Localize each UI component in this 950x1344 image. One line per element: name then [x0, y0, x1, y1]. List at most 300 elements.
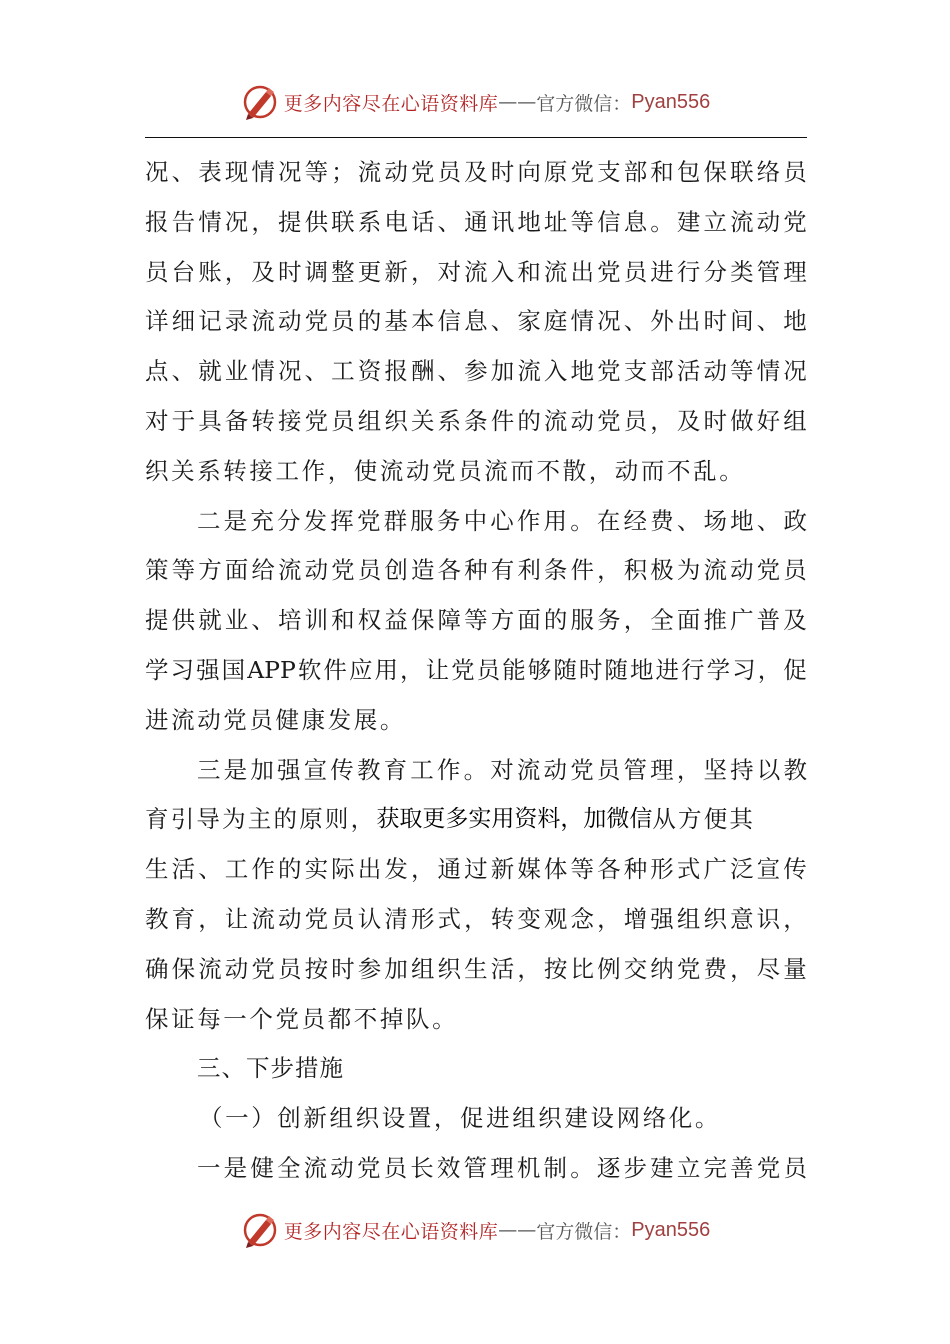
text-char: 于 [171, 406, 196, 435]
text-char: 党 [570, 755, 594, 784]
pen-logo-icon [240, 1210, 280, 1250]
text-char: 告 [171, 207, 196, 236]
text-char: 的 [543, 606, 568, 635]
text-char: 流 [251, 307, 275, 336]
text-char: 间 [730, 307, 754, 336]
text-char: 参 [464, 357, 488, 386]
text-char: ， [597, 904, 621, 933]
text-char: 有 [490, 556, 515, 585]
text-line [145, 1044, 807, 1094]
header-separator: —— [498, 91, 537, 113]
text-char: 随 [604, 655, 628, 684]
text-char: 作 [436, 755, 461, 784]
sub-heading: （一）创新组织设置，促进组织建设网络化。 [199, 1104, 721, 1133]
text-char: 交 [623, 954, 648, 983]
text-char: 组 [410, 954, 435, 983]
text-char: 培 [277, 606, 302, 635]
text-char: 费 [650, 506, 674, 535]
text-char: 更 [357, 257, 382, 286]
text-segment: 织关系转接工作，使流动党员流而不散，动而不乱。 [145, 456, 746, 485]
text-char: 系 [357, 207, 382, 236]
text-char: 业 [224, 606, 249, 635]
text-char: ， [410, 855, 435, 884]
text-char: 生 [464, 954, 488, 983]
text-char: 党 [451, 655, 475, 684]
text-char: 时 [703, 307, 727, 336]
text-char: 动 [304, 556, 329, 585]
footer-wechat-label: 官方微信： [536, 1220, 632, 1243]
text-char: 广 [703, 855, 727, 884]
text-char: 账 [198, 257, 222, 286]
text-char: 纳 [650, 954, 674, 983]
text-char: 台 [171, 257, 196, 286]
text-char: 等 [730, 357, 754, 386]
text-char: 报 [145, 207, 169, 236]
text-char: 建 [650, 1153, 674, 1182]
text-char: ， [517, 954, 541, 983]
text-char: 为 [676, 556, 701, 585]
text-char: 参 [357, 954, 382, 983]
text-char: 加 [250, 755, 274, 784]
text-char: 党 [676, 954, 701, 983]
text-char: 录 [224, 307, 249, 336]
text-char: 员 [383, 1153, 408, 1182]
text-char: 现 [224, 158, 249, 186]
text-char: 动 [543, 755, 568, 784]
text-line [145, 297, 807, 347]
text-line [145, 845, 807, 895]
text-char: 出 [570, 257, 594, 286]
text-char: 动 [330, 1153, 354, 1182]
text-char: 变 [517, 904, 541, 933]
text-char: 能 [502, 655, 526, 684]
text-char: 识 [756, 904, 781, 933]
text-char: 供 [171, 606, 196, 635]
text-char: 关 [410, 406, 435, 435]
text-char: 况 [277, 357, 302, 386]
text-char: 保 [410, 606, 435, 635]
text-char: 调 [304, 257, 329, 286]
text-char: 管 [463, 1153, 488, 1182]
text-char: 记 [198, 307, 222, 336]
promo-text: 获取更多实用资料，加微信 [376, 806, 653, 833]
text-char: 工 [410, 755, 434, 784]
text-char: 面 [517, 606, 541, 635]
text-char: 三 [197, 755, 221, 784]
text-char: 应 [348, 655, 373, 684]
text-char: 员 [783, 1153, 807, 1182]
text-char: 联 [331, 207, 355, 236]
text-char: 动 [277, 307, 302, 336]
text-char: 念 [570, 904, 594, 933]
text-char: 地 [783, 307, 807, 336]
text-char: 实 [304, 855, 329, 884]
text-char: 训 [304, 606, 329, 635]
text-char: 理 [650, 755, 674, 784]
text-char: 、 [437, 207, 462, 236]
text-char: 入 [543, 357, 568, 386]
text-char: 流 [251, 904, 275, 933]
text-char: 、 [437, 357, 462, 386]
text-char: 员 [783, 158, 807, 186]
text-char: 的 [357, 307, 382, 336]
text-char: 信 [597, 207, 621, 236]
text-char: 、 [756, 307, 781, 336]
text-char: 全 [276, 1153, 301, 1182]
text-char: 习 [170, 655, 195, 684]
text-char: 尽 [756, 954, 781, 983]
header-divider [145, 137, 807, 138]
text-char: 各 [597, 855, 621, 884]
text-char: 组 [783, 406, 807, 435]
text-char: 量 [783, 954, 807, 983]
text-char: 党 [304, 307, 329, 336]
text-char: 的 [277, 855, 302, 884]
text-char: 流 [703, 556, 727, 585]
text-char: 工 [224, 855, 249, 884]
text-char: 逐 [596, 1153, 621, 1182]
text-char: 条 [464, 406, 488, 435]
text-char: 息 [464, 307, 488, 336]
text-char: 详 [145, 307, 169, 336]
text-char: 表 [198, 158, 222, 186]
text-char: 接 [277, 406, 302, 435]
text-char: 务 [597, 606, 621, 635]
text-char: 国 [221, 655, 246, 684]
text-char: 教 [145, 904, 169, 933]
text-char: 动 [384, 158, 408, 186]
text-char: 。 [570, 506, 594, 535]
text-char: 式 [437, 904, 462, 933]
text-char: 流 [198, 954, 222, 983]
text-char: 类 [730, 257, 754, 286]
text-char: 、 [490, 307, 515, 336]
text-char: 动 [277, 904, 302, 933]
text-char: 等 [464, 606, 488, 635]
text-line [145, 696, 807, 746]
text-char: 情 [756, 357, 781, 386]
text-char: APP [247, 655, 296, 684]
text-char: 本 [410, 307, 435, 336]
text-char: 时 [490, 158, 515, 186]
text-char: 流 [303, 1153, 328, 1182]
text-char: 意 [730, 904, 754, 933]
text-char: ， [730, 954, 754, 983]
text-char: 支 [597, 158, 621, 186]
text-char: 提 [277, 207, 302, 236]
text-char: 确 [145, 954, 169, 983]
text-char: 动 [730, 556, 754, 585]
text-char: 细 [171, 307, 196, 336]
text-char: 系 [437, 406, 462, 435]
text-char: 报 [384, 357, 408, 386]
text-char: 新 [490, 855, 515, 884]
text-char: 员 [145, 257, 169, 286]
text-char: ， [410, 257, 435, 286]
text-char: 况 [224, 207, 249, 236]
text-char: 用 [374, 655, 398, 684]
text-char: 转 [490, 904, 515, 933]
text-char: 址 [543, 207, 568, 236]
text-char: 时 [703, 406, 727, 435]
text-char: 活 [171, 855, 196, 884]
text-line [145, 347, 807, 397]
text-segment: 保证每一个党员都不掉队。 [145, 1004, 459, 1033]
text-char: 地 [517, 207, 541, 236]
text-char: 、 [304, 357, 329, 386]
page-footer [0, 1210, 950, 1250]
text-char: 传 [330, 755, 354, 784]
text-char: 习 [732, 655, 756, 684]
text-char: ， [198, 904, 222, 933]
page-header [0, 82, 950, 122]
text-char: 情 [251, 357, 275, 386]
text-char: ， [783, 904, 807, 933]
text-char: 策 [145, 556, 169, 585]
text-char: 通 [464, 207, 488, 236]
text-char: 一 [197, 1153, 221, 1182]
text-char: 加 [490, 357, 515, 386]
text-char: 动 [224, 954, 249, 983]
text-char: 进 [655, 655, 679, 684]
text-char: 育 [383, 755, 408, 784]
text-char: 形 [410, 904, 435, 933]
text-char: 在 [596, 506, 621, 535]
header-wechat-id: Pyan556 [631, 90, 711, 113]
text-char: 让 [224, 904, 249, 933]
text-char: 对 [437, 257, 462, 286]
text-char: 员 [623, 257, 648, 286]
text-char: 部 [650, 357, 674, 386]
text-char: 强 [196, 655, 220, 684]
text-char: 流 [277, 556, 302, 585]
text-char: 时 [331, 954, 355, 983]
text-line [145, 447, 807, 497]
text-char: 宣 [303, 755, 328, 784]
text-char: 入 [490, 257, 515, 286]
text-char: 件 [570, 556, 594, 585]
text-char: 情 [570, 307, 594, 336]
text-char: 就 [198, 357, 222, 386]
text-char: 件 [490, 406, 515, 435]
text-char: 步 [623, 1153, 647, 1182]
text-char: 极 [650, 556, 674, 585]
text-line [145, 497, 807, 547]
text-char: 整 [331, 257, 355, 286]
text-char: 认 [357, 904, 382, 933]
text-char: 种 [464, 556, 488, 585]
text-char: 比 [570, 954, 594, 983]
text-char: 织 [437, 954, 462, 983]
text-char: 部 [623, 158, 648, 186]
text-char: 员 [277, 954, 302, 983]
text-char: 。 [463, 755, 488, 784]
text-char: 组 [357, 406, 382, 435]
text-char: 党 [597, 357, 621, 386]
text-char: 党 [304, 406, 329, 435]
text-char: 等 [570, 855, 594, 884]
text-char: 过 [464, 855, 488, 884]
text-char: 活 [676, 357, 701, 386]
text-char: 、 [676, 506, 701, 535]
text-char: 情 [198, 207, 222, 236]
text-char: 件 [323, 655, 347, 684]
footer-wechat-id: Pyan556 [631, 1218, 711, 1241]
text-line [145, 148, 807, 198]
text-char: 就 [198, 606, 222, 635]
header-wechat-label: 官方微信： [536, 92, 632, 115]
text-char: 善 [730, 1153, 754, 1182]
text-char: 是 [223, 755, 248, 784]
text-char: 强 [650, 904, 674, 933]
text-char: 况 [277, 158, 302, 186]
text-char: ； [331, 158, 355, 186]
text-char: 党 [570, 158, 594, 186]
text-char: 向 [517, 158, 541, 186]
text-char: 时 [277, 257, 302, 286]
text-char: 立 [676, 1153, 701, 1182]
text-char: 教 [356, 755, 381, 784]
text-char: 备 [224, 406, 249, 435]
text-char: 发 [384, 855, 408, 884]
text-char: 积 [623, 556, 648, 585]
text-line [145, 795, 807, 845]
text-char: 、 [756, 506, 781, 535]
footer-brand-text: 更多内容尽在心语资料库 [283, 1220, 499, 1243]
text-char: 形 [650, 855, 674, 884]
text-char: 出 [357, 855, 382, 884]
text-char: 党 [783, 207, 807, 236]
text-char: 心 [490, 506, 514, 535]
text-char: ， [400, 655, 424, 684]
text-char: 给 [251, 556, 275, 585]
text-char: 流 [543, 257, 568, 286]
text-char: 外 [650, 307, 674, 336]
text-char: 况 [145, 158, 169, 186]
text-char: 进 [650, 257, 674, 286]
text-char: 泛 [730, 855, 754, 884]
text-char: 点 [145, 357, 169, 386]
text-char: 挥 [330, 506, 354, 535]
text-char: 电 [384, 207, 408, 236]
text-line [145, 895, 807, 945]
text-line [145, 397, 807, 447]
text-char: 员 [596, 755, 621, 784]
text-char: 好 [756, 406, 781, 435]
text-char: 面 [224, 556, 249, 585]
text-char: 及 [464, 158, 488, 186]
text-char: 按 [304, 954, 329, 983]
text-char: 地 [730, 506, 754, 535]
text-line [145, 596, 807, 646]
text-char: 体 [543, 855, 568, 884]
text-char: 创 [384, 556, 408, 585]
text-char: 建 [676, 207, 701, 236]
text-char: 。 [650, 207, 674, 236]
text-char: 原 [543, 158, 568, 186]
text-segment: 进流动党员健康发展。 [145, 705, 406, 734]
text-char: 务 [436, 506, 461, 535]
text-line [145, 995, 807, 1045]
text-char: 的 [517, 406, 541, 435]
text-char: 组 [676, 904, 701, 933]
text-char: 推 [703, 606, 727, 635]
text-char: 造 [410, 556, 435, 585]
text-char: 立 [703, 207, 727, 236]
text-char: 等 [304, 158, 329, 186]
text-char: 及 [251, 257, 275, 286]
text-char: 群 [383, 506, 408, 535]
text-char: 员 [331, 307, 355, 336]
text-char: 管 [756, 257, 781, 286]
text-line [145, 1094, 807, 1144]
text-char: 全 [650, 606, 674, 635]
text-char: 广 [730, 606, 754, 635]
text-char: 及 [783, 606, 807, 635]
text-char: 通 [437, 855, 462, 884]
text-char: 动 [570, 406, 594, 435]
text-char: 织 [703, 904, 727, 933]
text-char: 利 [517, 556, 541, 585]
text-char: 员 [331, 406, 355, 435]
text-char: 流 [516, 755, 541, 784]
text-char: 各 [437, 556, 462, 585]
text-char: 工 [331, 357, 355, 386]
text-char: 以 [756, 755, 781, 784]
text-char: 学 [706, 655, 731, 684]
text-char: 讯 [490, 207, 515, 236]
text-line [145, 746, 807, 796]
text-char: 党 [756, 1153, 781, 1182]
text-char: 二 [197, 506, 221, 535]
text-char: 完 [703, 1153, 727, 1182]
text-char: 促 [783, 655, 807, 684]
text-char: 资 [357, 357, 382, 386]
text-char: 服 [570, 606, 594, 635]
text-char: 增 [623, 904, 648, 933]
text-char: 家 [517, 307, 541, 336]
text-char: 费 [703, 954, 727, 983]
text-char: 管 [623, 755, 647, 784]
text-char: 教 [783, 755, 807, 784]
text-char: 随 [553, 655, 577, 684]
text-char: 场 [703, 506, 727, 535]
text-char: 员 [476, 655, 501, 684]
text-char: 面 [676, 606, 701, 635]
pen-logo-icon [240, 82, 280, 122]
text-char: 党 [356, 506, 381, 535]
text-char: 党 [304, 904, 329, 933]
text-char: 、 [198, 855, 222, 884]
text-char: 育 [171, 904, 196, 933]
text-char: 业 [224, 357, 249, 386]
text-char: 新 [384, 257, 408, 286]
text-char: 加 [384, 954, 408, 983]
text-char: 党 [597, 406, 621, 435]
text-char: 保 [703, 158, 727, 186]
text-char: 条 [543, 556, 568, 585]
text-char: 机 [516, 1153, 541, 1182]
text-segment: 从方便其 [652, 805, 756, 834]
text-char: 持 [730, 755, 754, 784]
text-char: 宣 [756, 855, 781, 884]
text-char: 基 [384, 307, 408, 336]
text-char: 制 [543, 1153, 568, 1182]
text-char: 保 [171, 954, 196, 983]
text-char: 和 [650, 158, 674, 186]
text-char: ， [623, 606, 648, 635]
text-char: 软 [297, 655, 322, 684]
